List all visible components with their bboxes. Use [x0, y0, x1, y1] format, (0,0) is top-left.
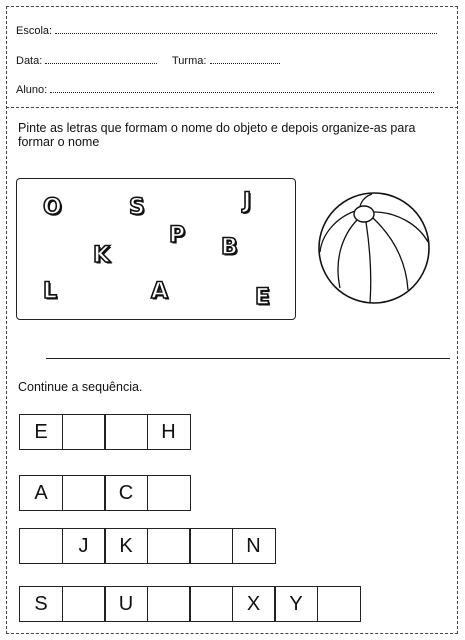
sequence-cell[interactable]	[147, 528, 191, 564]
date-blank[interactable]	[45, 55, 157, 64]
sequence-cell[interactable]: A	[19, 475, 63, 511]
class-blank[interactable]	[210, 55, 280, 64]
sequence-cell[interactable]	[189, 528, 233, 564]
letter-tile[interactable]: L	[43, 279, 58, 304]
sequence-cell[interactable]: N	[232, 528, 276, 564]
exercise1-instruction: Pinte as letras que formam o nome do objeto e depois organize-as para formar o nome	[18, 121, 416, 149]
sequence-cell[interactable]: S	[19, 586, 63, 622]
letters-box	[16, 178, 296, 320]
sequence-cell[interactable]	[189, 586, 233, 622]
letter-tile[interactable]: E	[255, 285, 271, 310]
date-field	[16, 55, 157, 67]
sequence-cell[interactable]	[62, 586, 106, 622]
sequence-cell[interactable]	[317, 586, 361, 622]
sequence-cell[interactable]	[62, 414, 106, 450]
sequence-cell[interactable]	[104, 414, 148, 450]
sequence-row-1	[19, 414, 191, 450]
letter-tile[interactable]: P	[169, 223, 186, 248]
sequence-row-2	[19, 475, 191, 511]
class-field	[172, 55, 280, 67]
sequence-cell[interactable]: E	[19, 414, 63, 450]
student-label: Aluno:	[16, 84, 48, 96]
school-blank[interactable]	[55, 25, 437, 34]
student-field	[16, 84, 434, 96]
sequence-cell[interactable]: K	[104, 528, 148, 564]
class-label: Turma:	[172, 55, 207, 67]
letter-tile[interactable]: O	[43, 195, 62, 220]
sequence-cell[interactable]: X	[232, 586, 276, 622]
sequence-row-4	[19, 586, 361, 622]
date-label: Data:	[16, 55, 43, 67]
sequence-cell[interactable]	[19, 528, 63, 564]
student-blank[interactable]	[50, 84, 434, 93]
school-label: Escola:	[16, 25, 53, 37]
letter-tile[interactable]: J	[243, 189, 252, 214]
letter-tile[interactable]: K	[93, 243, 111, 268]
section-divider	[46, 358, 450, 359]
letter-tile[interactable]: A	[151, 279, 169, 304]
letter-tile[interactable]: B	[221, 235, 238, 260]
sequence-cell[interactable]: J	[62, 528, 106, 564]
exercise2-instruction: Continue a sequência.	[18, 380, 143, 394]
sequence-cell[interactable]	[147, 586, 191, 622]
sequence-cell[interactable]: Y	[274, 586, 318, 622]
beach-ball-illustration	[316, 190, 432, 306]
sequence-cell[interactable]	[147, 475, 191, 511]
school-field	[16, 25, 437, 37]
sequence-cell[interactable]: C	[104, 475, 148, 511]
sequence-cell[interactable]: H	[147, 414, 191, 450]
sequence-cell[interactable]: U	[104, 586, 148, 622]
sequence-cell[interactable]	[62, 475, 106, 511]
letter-tile[interactable]: S	[129, 195, 145, 220]
sequence-row-3	[19, 528, 276, 564]
